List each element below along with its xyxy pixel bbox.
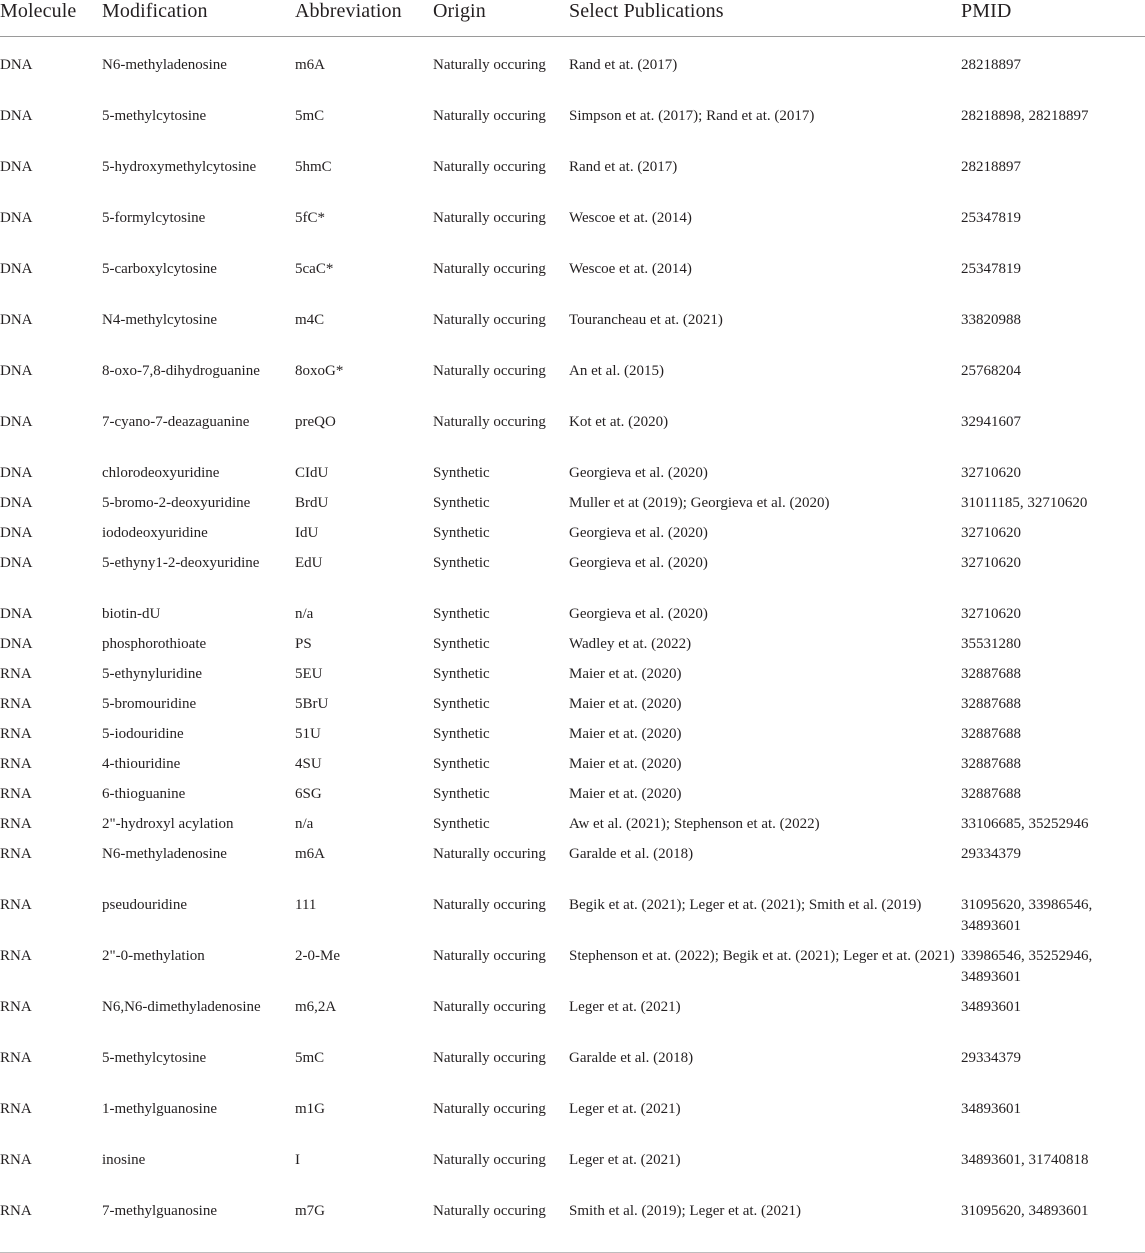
table-row: [0, 412, 1145, 463]
origin-cell: Synthetic: [433, 465, 490, 481]
modification-cell: N6-methyladenosine: [102, 846, 227, 862]
origin-cell: Synthetic: [433, 696, 490, 712]
abbreviation-cell: 4SU: [295, 756, 322, 772]
abbreviation-cell: m6,2A: [295, 999, 337, 1015]
abbreviation-cell: 5fC*: [295, 210, 325, 226]
pmid-cell: 28218898, 28218897: [961, 108, 1089, 124]
pmid-cell: 33986546, 35252946, 34893601: [961, 948, 1093, 985]
pmid-cell: 29334379: [961, 1050, 1021, 1066]
modification-cell: 5-hydroxymethylcytosine: [102, 159, 257, 175]
modification-cell: biotin-dU: [102, 606, 161, 622]
molecule-cell: DNA: [0, 57, 33, 73]
modification-cell: 7-methylguanosine: [102, 1201, 295, 1253]
molecule-cell: DNA: [0, 495, 33, 511]
modification-cell: phosphorothioate: [102, 636, 207, 652]
publications-cell: Leger et at. (2021): [569, 1101, 681, 1117]
modification-cell: N6,N6-dimethyladenosine: [102, 999, 261, 1015]
origin-cell: Naturally occuring: [433, 1201, 569, 1253]
origin-cell: Synthetic: [433, 495, 490, 511]
table-body: [0, 37, 1145, 1253]
header-abbreviation: Abbreviation: [295, 0, 433, 37]
pmid-cell: 29334379: [961, 846, 1021, 862]
modification-cell: 7-cyano-7-deazaguanine: [102, 414, 250, 430]
table-row: [0, 604, 1145, 634]
abbreviation-cell: 5EU: [295, 666, 323, 682]
modification-cell: 2"-0-methylation: [102, 948, 205, 964]
abbreviation-cell: 5hmC: [295, 159, 332, 175]
table-row: [0, 106, 1145, 157]
publications-cell: Maier et at. (2020): [569, 666, 682, 682]
molecule-cell: RNA: [0, 726, 32, 742]
publications-cell: Wescoe et at. (2014): [569, 210, 692, 226]
table-row: [0, 946, 1145, 997]
table-row: [0, 361, 1145, 412]
modification-cell: 5-methylcytosine: [102, 1050, 207, 1066]
pmid-cell: 31095620, 34893601: [961, 1201, 1145, 1253]
table-row: [0, 1048, 1145, 1099]
modification-cell: 5-ethynyluridine: [102, 666, 202, 682]
publications-cell: Tourancheau et at. (2021): [569, 312, 723, 328]
modification-cell: 8-oxo-7,8-dihydroguanine: [102, 363, 260, 379]
molecule-cell: RNA: [0, 816, 32, 832]
publications-cell: Wadley et at. (2022): [569, 636, 692, 652]
table-row: [0, 208, 1145, 259]
molecule-cell: RNA: [0, 1101, 32, 1117]
pmid-cell: 33820988: [961, 312, 1021, 328]
molecule-cell: DNA: [0, 312, 33, 328]
publications-cell: Rand et at. (2017): [569, 57, 678, 73]
abbreviation-cell: 51U: [295, 726, 321, 742]
molecule-cell: DNA: [0, 159, 33, 175]
header-origin: Origin: [433, 0, 569, 37]
publications-cell: Simpson et at. (2017); Rand et at. (2017): [569, 108, 815, 124]
table-row: [0, 814, 1145, 844]
molecule-cell: DNA: [0, 210, 33, 226]
molecule-cell: DNA: [0, 606, 33, 622]
table-row: [0, 844, 1145, 895]
abbreviation-cell: IdU: [295, 525, 319, 541]
header-row: [0, 0, 1145, 37]
molecule-cell: DNA: [0, 261, 33, 277]
abbreviation-cell: 5BrU: [295, 696, 329, 712]
pmid-cell: 32710620: [961, 606, 1021, 622]
publications-cell: Leger et at. (2021): [569, 999, 681, 1015]
abbreviation-cell: n/a: [295, 816, 314, 832]
table-row: [0, 997, 1145, 1048]
pmid-cell: 34893601: [961, 1101, 1021, 1117]
origin-cell: Naturally occuring: [433, 159, 546, 175]
table-row: [0, 895, 1145, 946]
abbreviation-cell: EdU: [295, 555, 323, 571]
publications-cell: Leger et at. (2021): [569, 1152, 681, 1168]
abbreviation-cell: 111: [295, 897, 317, 913]
pmid-cell: 32887688: [961, 696, 1021, 712]
modification-cell: 4-thiouridine: [102, 756, 181, 772]
table-row: [0, 493, 1145, 523]
abbreviation-cell: 5mC: [295, 1050, 325, 1066]
origin-cell: Naturally occuring: [433, 999, 546, 1015]
table-row: [0, 37, 1145, 107]
table-row: [0, 1150, 1145, 1201]
origin-cell: Synthetic: [433, 816, 490, 832]
origin-cell: Synthetic: [433, 666, 490, 682]
origin-cell: Synthetic: [433, 606, 490, 622]
abbreviation-cell: 5mC: [295, 108, 325, 124]
publications-cell: An et al. (2015): [569, 363, 664, 379]
pmid-cell: 34893601: [961, 999, 1021, 1015]
publications-cell: Wescoe et at. (2014): [569, 261, 692, 277]
pmid-cell: 32887688: [961, 786, 1021, 802]
publications-cell: Georgieva et al. (2020): [569, 465, 708, 481]
table-row: [0, 1099, 1145, 1150]
table-row: [0, 784, 1145, 814]
publications-cell: Georgieva et al. (2020): [569, 525, 708, 541]
molecule-cell: DNA: [0, 465, 33, 481]
table-row: [0, 754, 1145, 784]
pmid-cell: 32710620: [961, 525, 1021, 541]
pmid-cell: 32887688: [961, 756, 1021, 772]
publications-cell: Georgieva et al. (2020): [569, 606, 708, 622]
pmid-cell: 32710620: [961, 465, 1021, 481]
modification-cell: 5-bromo-2-deoxyuridine: [102, 495, 251, 511]
publications-cell: Maier et at. (2020): [569, 786, 682, 802]
molecule-cell: DNA: [0, 414, 33, 430]
abbreviation-cell: PS: [295, 636, 312, 652]
pmid-cell: 28218897: [961, 57, 1021, 73]
table-row: [0, 694, 1145, 724]
molecule-cell: DNA: [0, 636, 33, 652]
publications-cell: Muller et at (2019); Georgieva et al. (2020): [569, 495, 830, 511]
modification-cell: 5-iodouridine: [102, 726, 184, 742]
origin-cell: Naturally occuring: [433, 57, 546, 73]
abbreviation-cell: n/a: [295, 606, 314, 622]
table-row: [0, 664, 1145, 694]
modification-cell: inosine: [102, 1152, 146, 1168]
pmid-cell: 31011185, 32710620: [961, 495, 1088, 511]
publications-cell: Georgieva et al. (2020): [569, 555, 708, 571]
modification-cell: 5-carboxylcytosine: [102, 261, 217, 277]
molecule-cell: RNA: [0, 897, 32, 913]
table-row: [0, 310, 1145, 361]
origin-cell: Naturally occuring: [433, 948, 546, 964]
molecule-cell: DNA: [0, 363, 33, 379]
pmid-cell: 33106685, 35252946: [961, 816, 1089, 832]
table-row: [0, 634, 1145, 664]
modification-cell: 1-methylguanosine: [102, 1101, 217, 1117]
origin-cell: Naturally occuring: [433, 1101, 546, 1117]
table-header: [0, 0, 1145, 37]
modification-cell: 5-formylcytosine: [102, 210, 206, 226]
origin-cell: Synthetic: [433, 756, 490, 772]
pmid-cell: 35531280: [961, 636, 1021, 652]
modification-cell: 2"-hydroxyl acylation: [102, 816, 234, 832]
table-row: [0, 259, 1145, 310]
modification-cell: chlorodeoxyuridine: [102, 465, 220, 481]
molecule-cell: DNA: [0, 525, 33, 541]
abbreviation-cell: m1G: [295, 1101, 325, 1117]
origin-cell: Synthetic: [433, 786, 490, 802]
modification-cell: pseudouridine: [102, 897, 187, 913]
abbreviation-cell: m6A: [295, 57, 325, 73]
modification-cell: N6-methyladenosine: [102, 57, 227, 73]
publications-cell: Maier et at. (2020): [569, 726, 682, 742]
molecule-cell: RNA: [0, 1050, 32, 1066]
origin-cell: Naturally occuring: [433, 312, 546, 328]
abbreviation-cell: 2-0-Me: [295, 948, 340, 964]
abbreviation-cell: m6A: [295, 846, 325, 862]
modification-cell: 5-methylcytosine: [102, 108, 207, 124]
table-row: [0, 523, 1145, 553]
pmid-cell: 32710620: [961, 555, 1021, 571]
molecule-cell: RNA: [0, 999, 32, 1015]
origin-cell: Naturally occuring: [433, 1152, 546, 1168]
modification-cell: 6-thioguanine: [102, 786, 186, 802]
origin-cell: Naturally occuring: [433, 1050, 546, 1066]
abbreviation-cell: m7G: [295, 1201, 433, 1253]
publications-cell: Garalde et al. (2018): [569, 846, 694, 862]
table-row: [0, 157, 1145, 208]
pmid-cell: 32941607: [961, 414, 1021, 430]
molecule-cell: RNA: [0, 696, 32, 712]
origin-cell: Synthetic: [433, 555, 490, 571]
publications-cell: Maier et at. (2020): [569, 756, 682, 772]
header-modification: Modification: [102, 0, 295, 37]
table-row: [0, 553, 1145, 604]
publications-cell: Garalde et al. (2018): [569, 1050, 694, 1066]
pmid-cell: 25347819: [961, 261, 1021, 277]
header-pmid: PMID: [961, 0, 1145, 37]
origin-cell: Synthetic: [433, 525, 490, 541]
table-row: [0, 724, 1145, 754]
origin-cell: Naturally occuring: [433, 210, 546, 226]
publications-cell: Stephenson et at. (2022); Begik et at. (2021); Leger et at. (2021): [569, 948, 955, 964]
molecule-cell: RNA: [0, 1152, 32, 1168]
origin-cell: Naturally occuring: [433, 108, 546, 124]
origin-cell: Synthetic: [433, 636, 490, 652]
publications-cell: Maier et at. (2020): [569, 696, 682, 712]
pmid-cell: 25347819: [961, 210, 1021, 226]
molecule-cell: DNA: [0, 108, 33, 124]
abbreviation-cell: 8oxoG*: [295, 363, 344, 379]
abbreviation-cell: preQO: [295, 414, 336, 430]
molecule-cell: RNA: [0, 846, 32, 862]
pmid-cell: 31095620, 33986546, 34893601: [961, 897, 1093, 934]
abbreviation-cell: BrdU: [295, 495, 329, 511]
pmid-cell: 25768204: [961, 363, 1021, 379]
molecule-cell: DNA: [0, 555, 33, 571]
modification-cell: N4-methylcytosine: [102, 312, 217, 328]
origin-cell: Naturally occuring: [433, 363, 546, 379]
origin-cell: Naturally occuring: [433, 414, 546, 430]
publications-cell: Kot et at. (2020): [569, 414, 669, 430]
publications-cell: Rand et at. (2017): [569, 159, 678, 175]
modification-cell: 5-ethyny1-2-deoxyuridine: [102, 555, 260, 571]
abbreviation-cell: 5caC*: [295, 261, 334, 277]
pmid-cell: 32887688: [961, 726, 1021, 742]
modification-cell: 5-bromouridine: [102, 696, 197, 712]
molecule-cell: RNA: [0, 786, 32, 802]
origin-cell: Naturally occuring: [433, 846, 546, 862]
pmid-cell: 32887688: [961, 666, 1021, 682]
header-select-publications: Select Publications: [569, 0, 961, 37]
origin-cell: Naturally occuring: [433, 897, 546, 913]
publications-cell: Begik et at. (2021); Leger et at. (2021); Smith et al. (2019): [569, 897, 922, 913]
abbreviation-cell: CIdU: [295, 465, 329, 481]
molecule-cell: RNA: [0, 666, 32, 682]
molecule-cell: RNA: [0, 1201, 102, 1253]
molecule-cell: RNA: [0, 756, 32, 772]
publications-cell: Smith et al. (2019); Leger et at. (2021): [569, 1201, 961, 1253]
table-row: [0, 1201, 1145, 1253]
header-molecule: Molecule: [0, 0, 102, 37]
modification-cell: iododeoxyuridine: [102, 525, 208, 541]
abbreviation-cell: 6SG: [295, 786, 322, 802]
origin-cell: Synthetic: [433, 726, 490, 742]
publications-cell: Aw et al. (2021); Stephenson et at. (2022): [569, 816, 820, 832]
pmid-cell: 34893601, 31740818: [961, 1152, 1089, 1168]
pmid-cell: 28218897: [961, 159, 1021, 175]
origin-cell: Naturally occuring: [433, 261, 546, 277]
molecule-cell: RNA: [0, 948, 32, 964]
table-row: [0, 463, 1145, 493]
abbreviation-cell: m4C: [295, 312, 325, 328]
abbreviation-cell: I: [295, 1152, 300, 1168]
